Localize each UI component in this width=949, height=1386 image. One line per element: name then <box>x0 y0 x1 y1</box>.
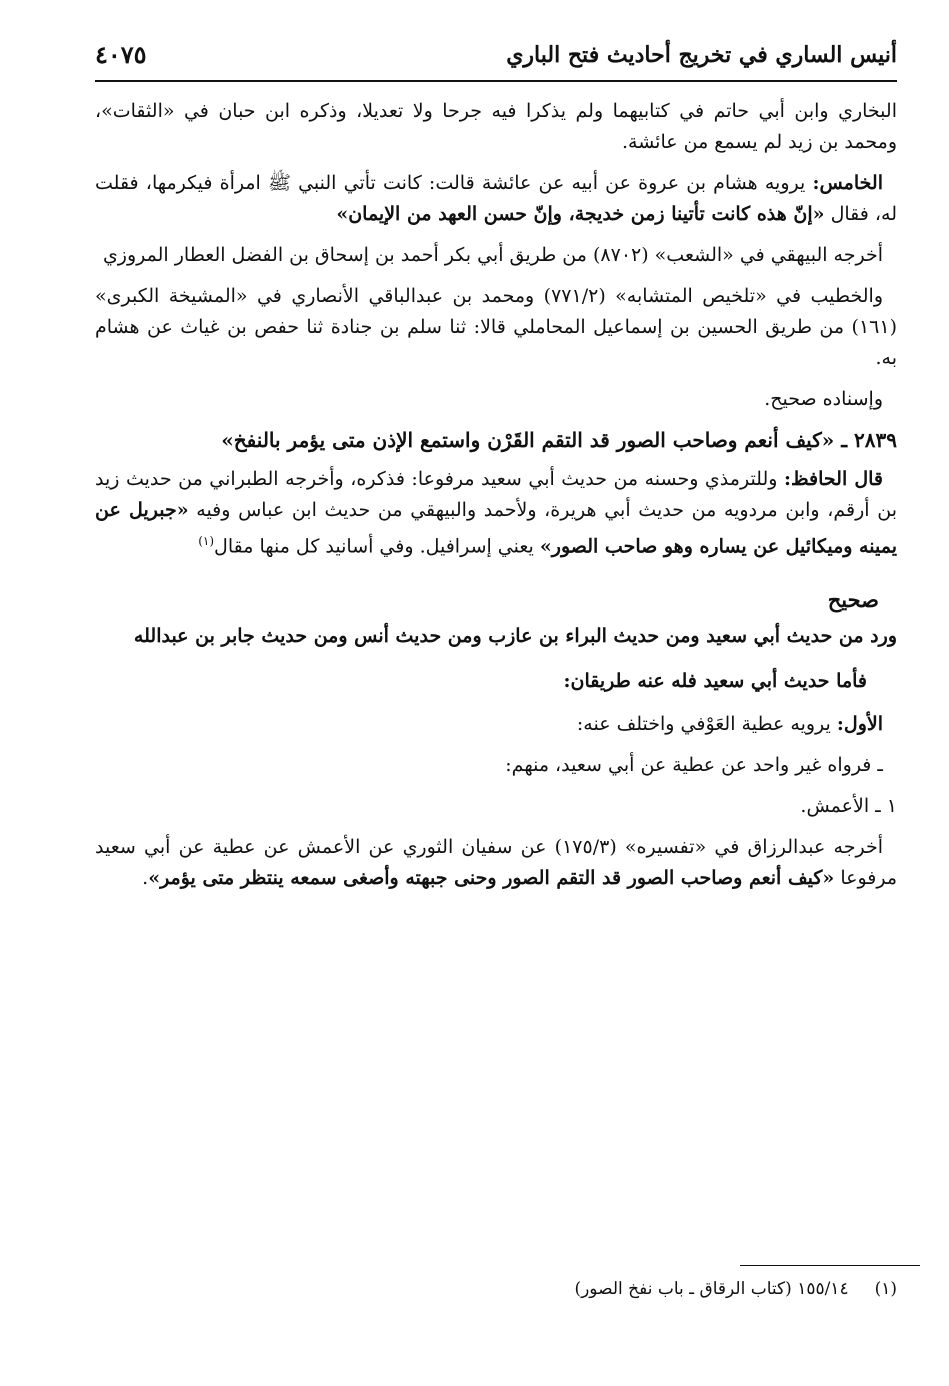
paragraph: والخطيب في «تلخيص المتشابه» (٧٧١/٢) ومحمد بن عبدالباقي الأنصاري في «المشيخة الكبرى» (١٦١) من طريق الحسين بن إسماعيل المحاملي قالا: ثنا سلم بن جنادة ثنا حفص بن غياث عن هشام به. <box>95 285 897 369</box>
hadith-quote: «إنّ هذه كانت تأتينا زمن خديجة، وإنّ حسن العهد من الإيمان» <box>336 203 825 225</box>
page-number: ٤٠٧٥ <box>95 40 147 69</box>
sub-heading: فأما حديث أبي سعيد فله عنه طريقان: <box>563 670 867 693</box>
footnote-marker: (١) <box>874 1279 897 1299</box>
paragraph: ورد من حديث أبي سعيد ومن حديث البراء بن عازب ومن حديث أنس ومن حديث جابر بن عبدالله <box>133 625 897 648</box>
paragraph: قال الحافظ: وللترمذي وحسنه من حديث أبي سعيد مرفوعا: فذكره، وأخرجه الطبراني من حديث زيد بن أرقم، وابن مردويه من حديث أبي هريرة، ولأحمد والبيهقي من حديث ابن عباس وفيه «جبريل عن يمينه وميكائيل عن يساره وهو صاحب الصور» يعني إسرافيل. وفي أسانيد كل منها مقال$^{(١)}$ <box>95 468 898 558</box>
hadith-quote: «كيف أنعم وصاحب الصور قد التقم الصور وحنى جبهته وأصغى سمعه ينتظر متى يؤمر» <box>148 867 835 890</box>
paragraph: ـ فرواه غير واحد عن عطية عن أبي سعيد، منهم: <box>505 754 883 777</box>
footnote-separator <box>740 1265 920 1266</box>
label-awwal: الأول: <box>836 713 883 736</box>
footnote <box>95 1276 897 1302</box>
footnote-ref: (١) <box>198 534 215 548</box>
main-text <box>95 96 897 904</box>
paragraph: أخرجه عبدالرزاق في «تفسيره» (١٧٥/٣) عن سفيان الثوري عن الأعمش عن عطية عن أبي سعيد مرفوعا «كيف أنعم وصاحب الصور قد التقم الصور وحنى جبهته وأصغى سمعه ينتظر متى يؤمر». <box>95 836 897 890</box>
paragraph: البخاري وابن أبي حاتم في كتابيهما ولم يذكرا فيه جرحا ولا تعديلا، وذكره ابن حبان في «الثقات»، ومحمد بن زيد لم يسمع من عائشة. <box>95 100 897 153</box>
paragraph: أخرجه البيهقي في «الشعب» (٨٧٠٢) من طريق أبي بكر أحمد بن إسحاق بن الفضل العطار المروزي <box>102 244 883 266</box>
paragraph: الأول: يرويه عطية العَوْفي واختلف عنه: <box>576 713 883 736</box>
footnote-text: ١٥٥/١٤ (كتاب الرقاق ـ باب نفخ الصور) <box>574 1279 849 1299</box>
paragraph: وإسناده صحيح. <box>764 388 883 410</box>
page-header <box>95 36 897 82</box>
label-hafiz: قال الحافظ: <box>783 468 883 490</box>
paragraph: ١ ـ الأعمش. <box>800 795 897 818</box>
paragraph: الخامس: يرويه هشام بن عروة عن أبيه عن عائشة قالت: كانت تأتي النبي ﷺ امرأة فيكرمها، فقلت له، فقال «إنّ هذه كانت تأتينا زمن خديجة، وإنّ حسن العهد من الإيمان» <box>95 172 897 225</box>
hadith-quote: «جبريل عن يمينه وميكائيل عن يساره وهو صاحب الصور» <box>95 499 897 558</box>
running-title: أنيس الساري في تخريج أحاديث فتح الباري <box>506 42 897 68</box>
label-khamis: الخامس: <box>812 172 883 194</box>
hadith-heading: ٢٨٣٩ ـ «كيف أنعم وصاحب الصور قد التقم القَرْن واستمع الإذن متى يؤمر بالنفخ» <box>221 428 897 452</box>
grade-heading: صحيح <box>827 587 879 613</box>
